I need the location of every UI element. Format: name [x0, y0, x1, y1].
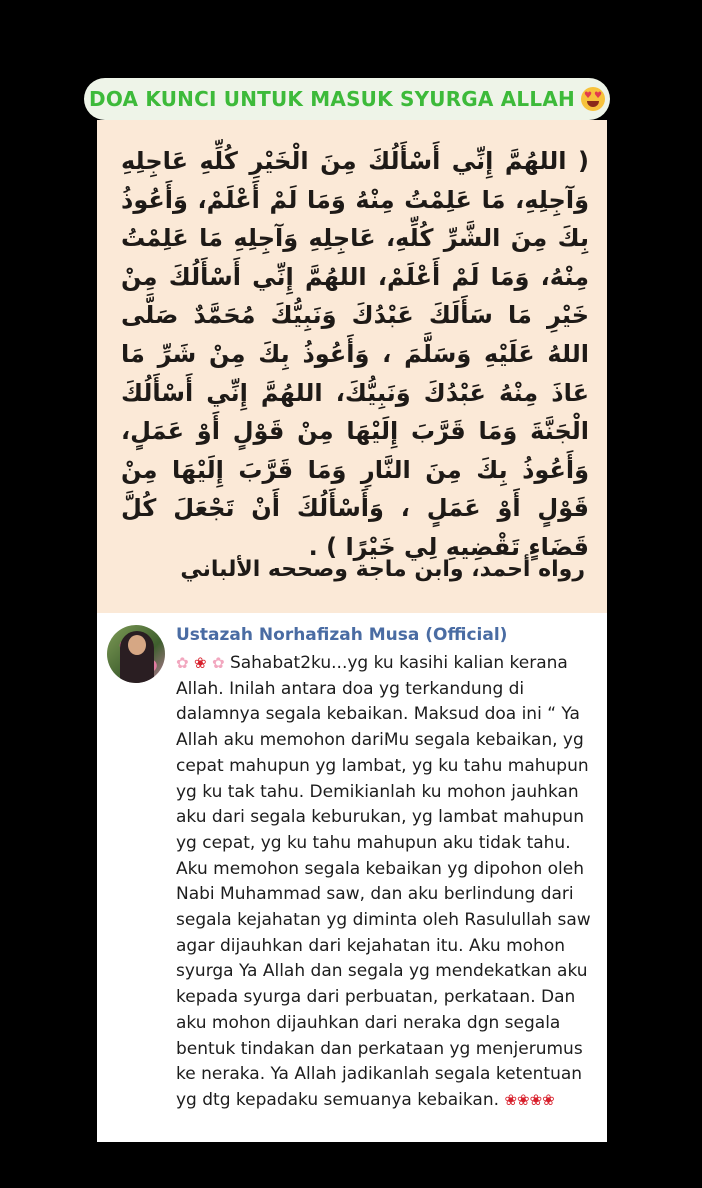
- arabic-dua-text: ( اللهُمَّ إِنِّي أَسْأَلُكَ مِنَ الْخَيْرِ كُلِّهِ عَاجِلِهِ وَآجِلِهِ، مَا عَلِمْتُ مِنْهُ وَمَا لَمْ أَعْلَمْ، وَأَعُوذُ بِكَ مِنَ الشَّرِّ كُلِّهِ، عَاجِلِهِ وَآجِلِهِ مَا عَلِمْتُ مِنْهُ، وَمَا لَمْ أَعْلَمْ، اللهُمَّ إِنِّي أَسْأَلُكَ مِنْ خَيْرِ مَا سَأَلَكَ عَبْدُكَ وَنَبِيُّكَ مُحَمَّدٌ صَلَّى اللهُ عَلَيْهِ وَسَلَّمَ ، وَأَعُوذُ بِكَ مِنْ شَرِّ مَا عَاذَ مِنْهُ عَبْدُكَ وَنَبِيُّكَ، اللهُمَّ إِنِّي أَسْأَلُكَ الْجَنَّةَ وَمَا قَرَّبَ إِلَيْهَا مِنْ قَوْلٍ أَوْ عَمَلٍ، وَأَعُوذُ بِكَ مِنَ النَّارِ وَمَا قَرَّبَ إِلَيْهَا مِنْ قَوْلٍ أَوْ عَمَلٍ ، وَأَسْأَلُكَ أَنْ تَجْعَلَ كُلَّ قَضَاءٍ تَقْضِيهِ لِي خَيْرًا ) .: [121, 147, 589, 561]
- rose-icon: ❀: [193, 654, 207, 672]
- title-text: DOA KUNCI UNTUK MASUK SYURGA ALLAH: [89, 87, 575, 111]
- post-body: [176, 651, 597, 1114]
- avatar[interactable]: [107, 625, 165, 683]
- cherry-blossom-icon: ✿: [176, 654, 189, 672]
- rose-icon: ❀: [517, 1090, 530, 1109]
- heart-eyes-emoji-icon: [581, 87, 605, 111]
- heart-eye-right-icon: ♥: [593, 91, 603, 101]
- title-banner: [84, 78, 610, 120]
- post-body-text: Sahabat2ku...yg ku kasihi kalian kerana Allah. Inilah antara doa yg terkandung di dalamnya segala kebaikan. Maksud doa ini “ Ya Allah aku memohon dariMu segala kebaikan, yg cepat mahupun yg lambat, yg ku tahu mahupun yg ku tak tahu. Demikianlah ku mohon jauhkan aku dari segala keburukan, yg lambat mahupun yg cepat, yg ku tahu mahupun aku tidak tahu. Aku memohon segala kebaikan yg dipohon oleh Nabi Muhammad saw, dan aku berlindung dari segala kejahatan yg diminta oleh Rasulullah saw agar dijauhkan dari kejahatan itu. Aku mohon syurga Ya Allah dan segala yg mendekatkan aku kepada syurga dari perbuatan, perkataan. Dan aku mohon dijauhkan dari neraka dgn segala bentuk tindakan dan perkataan yg menjerumus ke neraka. Ya Allah jadikanlah segala ketentuan yg dtg kepadaku semuanya kebaikan.: [176, 653, 591, 1110]
- cherry-blossom-icon: ✿: [211, 654, 225, 672]
- shared-post-card: [97, 120, 607, 1142]
- rose-icon: ❀: [542, 1090, 555, 1109]
- facebook-post: [97, 613, 607, 1142]
- post-author-name[interactable]: Ustazah Norhafizah Musa (Official): [176, 625, 508, 645]
- rose-icon: ❀: [529, 1090, 543, 1109]
- hadith-source: رواه أحمد، وابن ماجة وصححه الألباني: [180, 557, 585, 582]
- smile-mouth-icon: [587, 101, 599, 107]
- heart-eye-left-icon: ♥: [583, 91, 593, 101]
- avatar-face: [128, 635, 146, 655]
- rose-icon: ❀: [504, 1090, 518, 1109]
- arabic-dua-image: [97, 120, 607, 613]
